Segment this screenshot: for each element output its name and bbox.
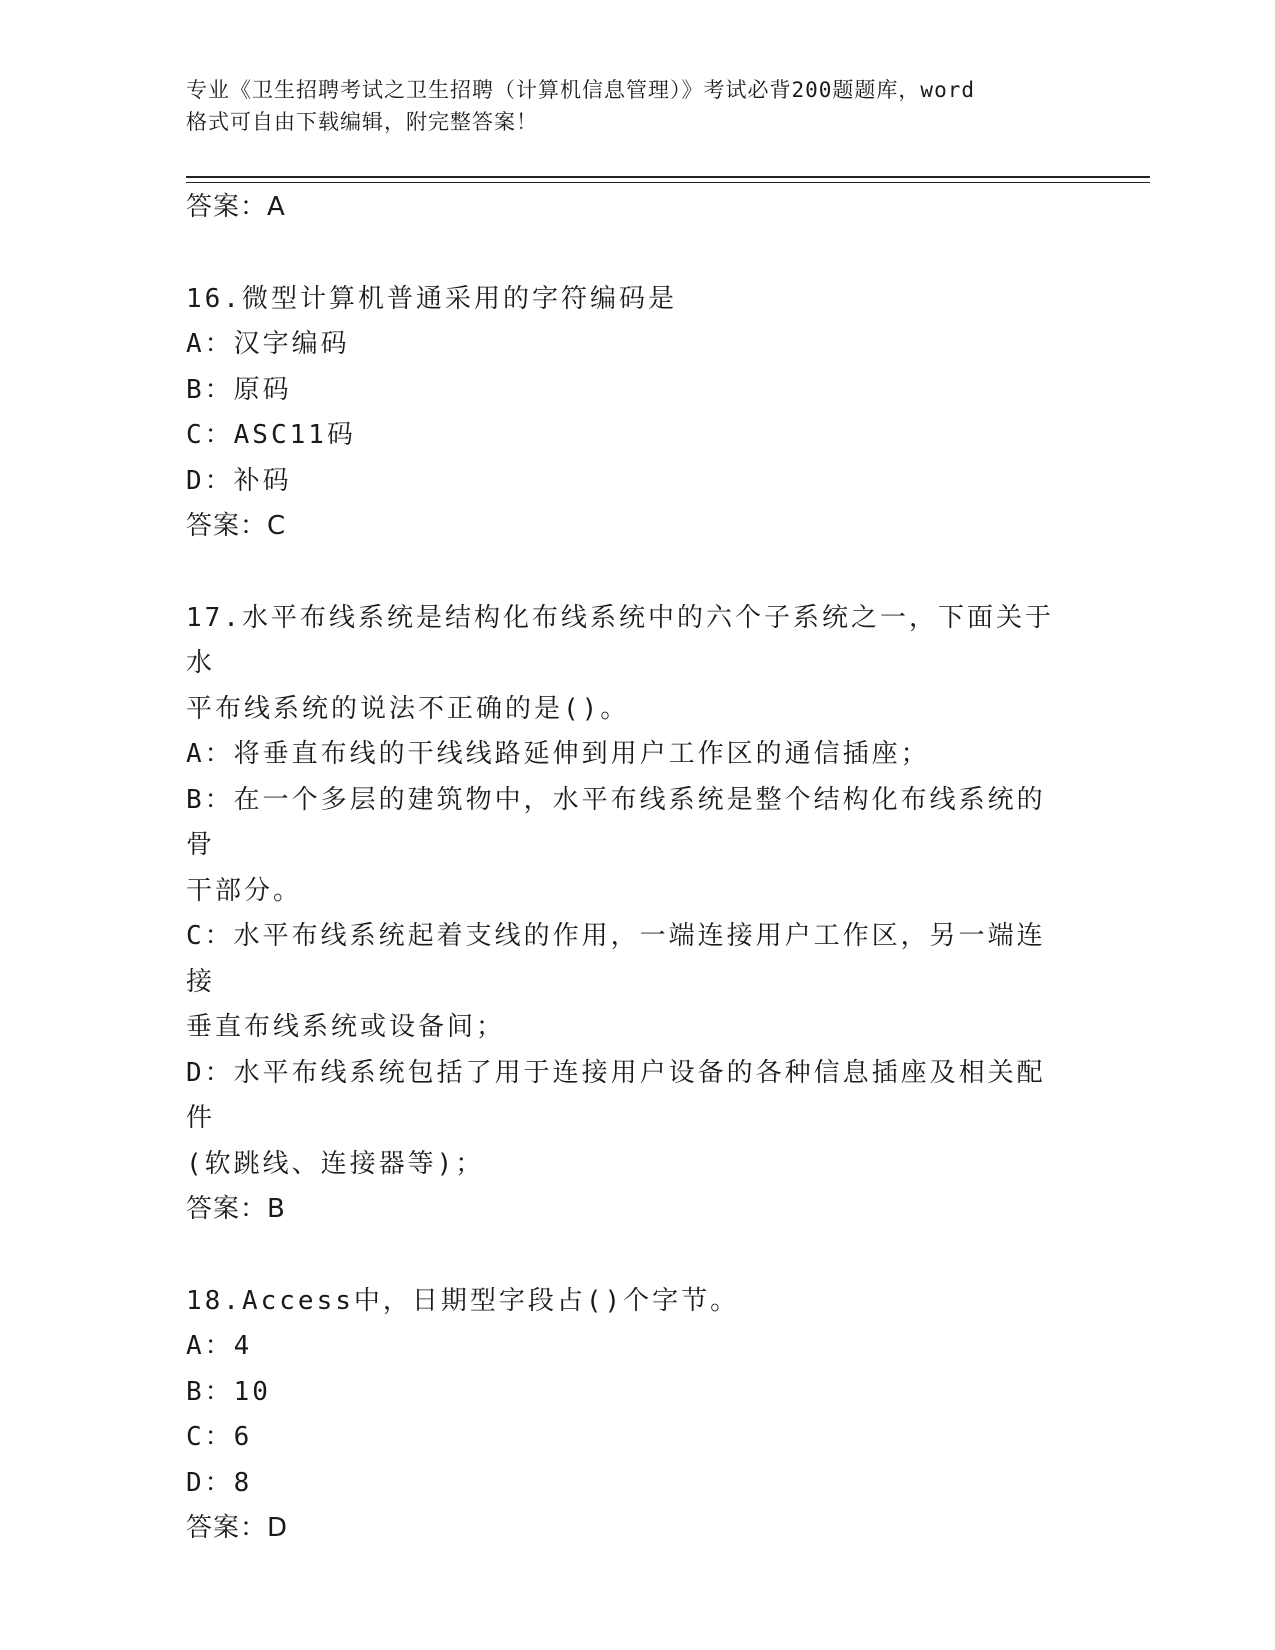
option-a: A：4 bbox=[186, 1331, 253, 1361]
option-c: C：水平布线系统起着支线的作用，一端连接用户工作区，另一端连接 bbox=[186, 921, 1046, 997]
option-b: B：原码 bbox=[186, 374, 292, 405]
answer-line: 答案：A bbox=[186, 192, 286, 222]
option-c: C：6 bbox=[186, 1422, 253, 1452]
header-divider-thin bbox=[186, 182, 1150, 183]
question-text-cont: 平布线系统的说法不正确的是()。 bbox=[186, 693, 630, 724]
option-c: C：ASC11码 bbox=[186, 420, 356, 450]
question-text: 18.Access中，日期型字段占()个字节。 bbox=[186, 1285, 740, 1316]
question-block-16 bbox=[186, 277, 1066, 550]
option-c-cont: 垂直布线系统或设备间； bbox=[186, 1012, 506, 1042]
document-header bbox=[186, 74, 1086, 138]
spacer bbox=[186, 231, 1066, 277]
option-d-cont: (软跳线、连接器等)； bbox=[186, 1148, 485, 1179]
option-a: A：将垂直布线的干线线路延伸到用户工作区的通信插座； bbox=[186, 739, 930, 769]
question-block-18 bbox=[186, 1279, 1066, 1552]
header-line-1: 专业《卫生招聘考试之卫生招聘（计算机信息管理）》考试必背200题题库，word bbox=[186, 78, 975, 102]
option-b: B：10 bbox=[186, 1376, 271, 1407]
option-d: D：水平布线系统包括了用于连接用户设备的各种信息插座及相关配件 bbox=[186, 1057, 1046, 1133]
header-line-2: 格式可自由下载编辑，附完整答案！ bbox=[186, 110, 538, 134]
spacer bbox=[186, 1233, 1066, 1279]
option-a: A：汉字编码 bbox=[186, 329, 350, 359]
option-b-cont: 干部分。 bbox=[186, 875, 303, 906]
answer-line: 答案：B bbox=[186, 1194, 286, 1224]
option-d: D：补码 bbox=[186, 465, 292, 496]
question-text: 17.水平布线系统是结构化布线系统中的六个子系统之一，下面关于水 bbox=[186, 602, 1054, 678]
option-d: D：8 bbox=[186, 1467, 253, 1498]
question-text: 16.微型计算机普通采用的字符编码是 bbox=[186, 283, 677, 314]
spacer bbox=[186, 550, 1066, 596]
option-b: B：在一个多层的建筑物中，水平布线系统是整个结构化布线系统的骨 bbox=[186, 784, 1046, 860]
answer-line: 答案：C bbox=[186, 511, 287, 541]
header-divider-thick bbox=[186, 176, 1150, 178]
question-block-17 bbox=[186, 596, 1066, 1233]
document-body bbox=[186, 185, 1066, 1552]
answer-line: 答案：D bbox=[186, 1513, 289, 1543]
